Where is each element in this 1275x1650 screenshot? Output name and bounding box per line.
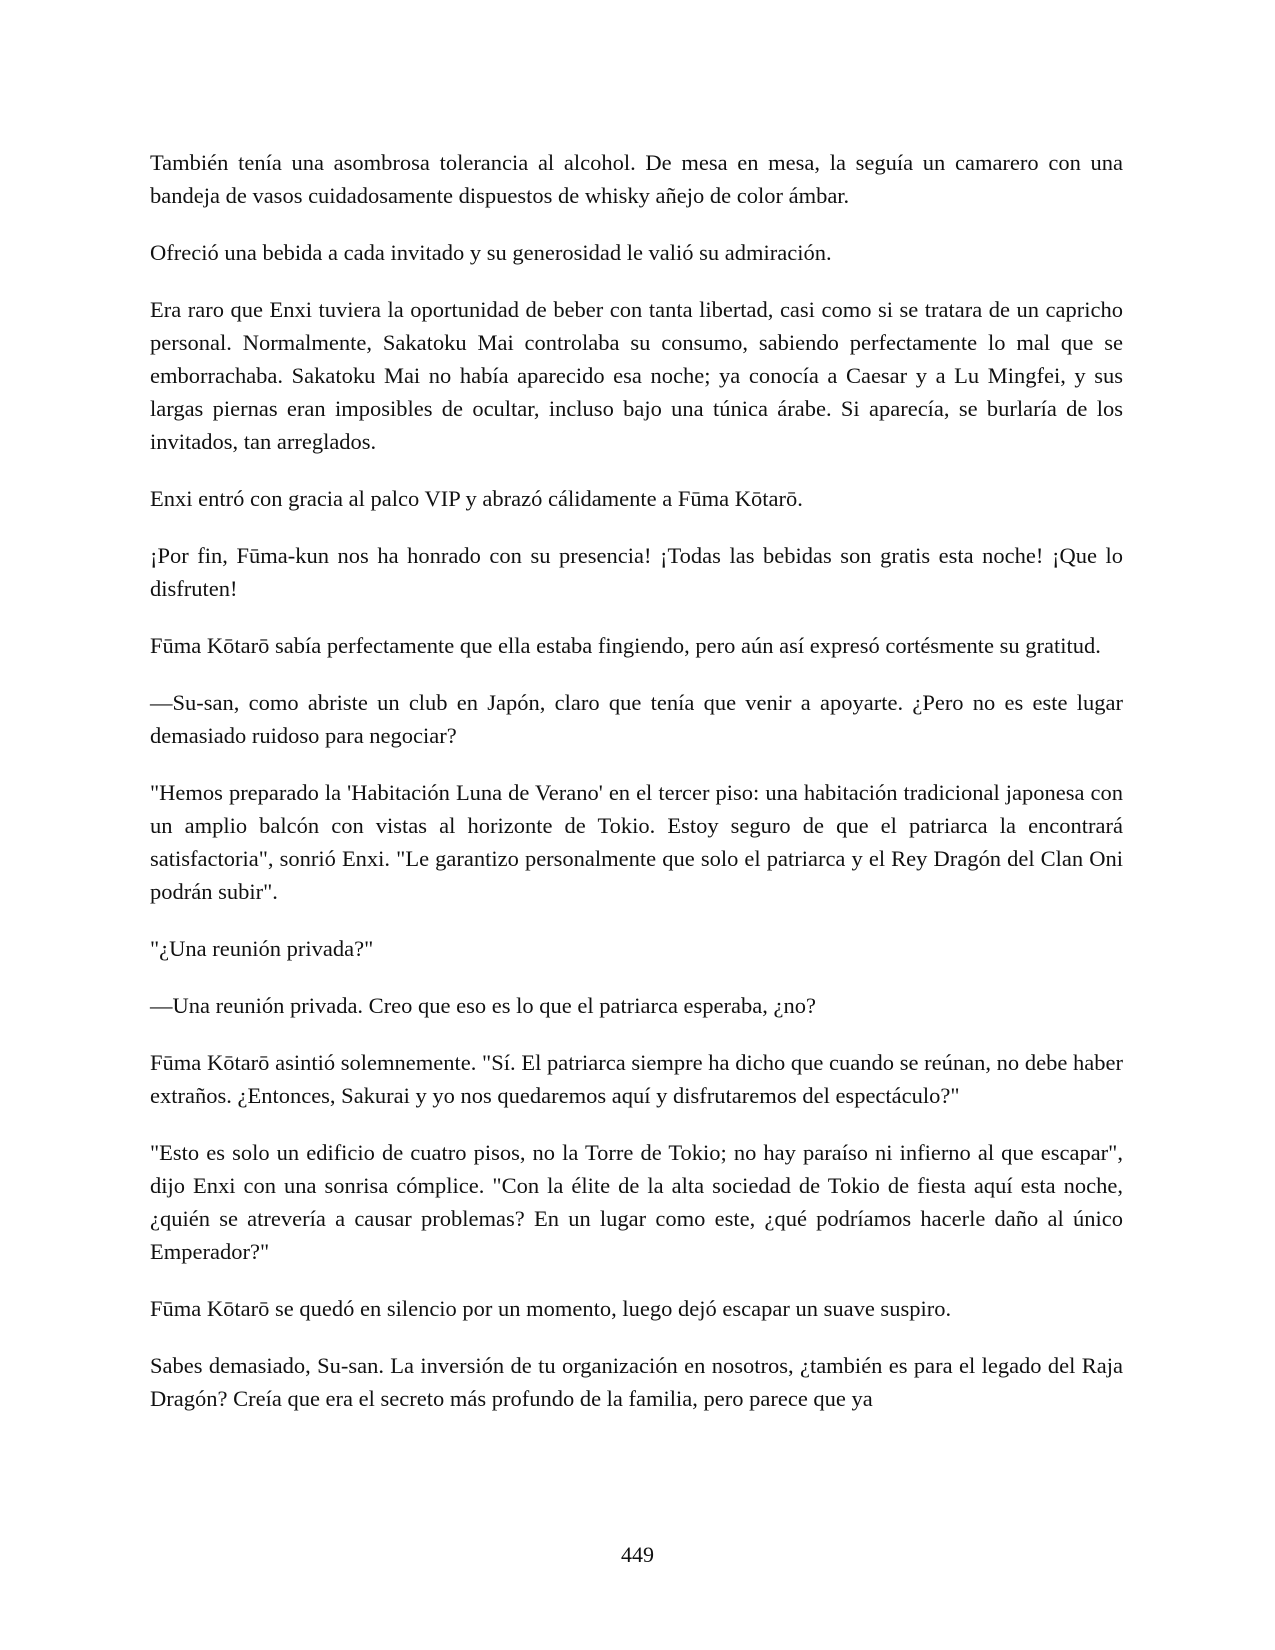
- paragraph-8: "Hemos preparado la 'Habitación Luna de Verano' en el tercer piso: una habitación tradicional japonesa con un amplio balcón con vistas al horizonte de Tokio. Estoy seguro de que el patriarca la encontrará satisfactoria", sonrió Enxi. "Le garantizo personalmente que solo el patriarca y el Rey Dragón del Clan Oni podrán subir".: [150, 780, 1123, 904]
- paragraph-1: También tenía una asombrosa tolerancia al alcohol. De mesa en mesa, la seguía un camarero con una bandeja de vasos cuidadosamente dispuestos de whisky añejo de color ámbar.: [150, 150, 1123, 208]
- paragraph-3: Era raro que Enxi tuviera la oportunidad de beber con tanta libertad, casi como si se tratara de un capricho personal. Normalmente, Sakatoku Mai controlaba su consumo, sabiendo perfectamente lo mal que se emborrachaba. Sakatoku Mai no había aparecido esa noche; ya conocía a Caesar y a Lu Mingfei, y sus largas piernas eran imposibles de ocultar, incluso bajo una túnica árabe. Si aparecía, se burlaría de los invitados, tan arreglados.: [150, 297, 1123, 454]
- paragraph-9: "¿Una reunión privada?": [150, 936, 374, 961]
- paragraph-11: Fūma Kōtarō asintió solemnemente. "Sí. El patriarca siempre ha dicho que cuando se reúnan, no debe haber extraños. ¿Entonces, Sakurai y yo nos quedaremos aquí y disfrutaremos del espectáculo?": [150, 1050, 1123, 1108]
- paragraph-13: Fūma Kōtarō se quedó en silencio por un momento, luego dejó escapar un suave suspiro.: [150, 1296, 952, 1321]
- paragraph-12: "Esto es solo un edificio de cuatro pisos, no la Torre de Tokio; no hay paraíso ni infierno al que escapar", dijo Enxi con una sonrisa cómplice. "Con la élite de la alta sociedad de Tokio de fiesta aquí esta noche, ¿quién se atrevería a causar problemas? En un lugar como este, ¿qué podríamos hacerle daño al único Emperador?": [150, 1140, 1123, 1264]
- page-number: 449: [621, 1542, 654, 1567]
- paragraph-6: Fūma Kōtarō sabía perfectamente que ella estaba fingiendo, pero aún así expresó cortésmente su gratitud.: [150, 633, 1101, 658]
- paragraph-14: Sabes demasiado, Su-san. La inversión de tu organización en nosotros, ¿también es para el legado del Raja Dragón? Creía que era el secreto más profundo de la familia, pero parece que ya: [150, 1353, 1123, 1411]
- paragraph-7: —Su-san, como abriste un club en Japón, claro que tenía que venir a apoyarte. ¿Pero no es este lugar demasiado ruidoso para negociar?: [150, 690, 1123, 748]
- paragraph-5: ¡Por fin, Fūma-kun nos ha honrado con su presencia! ¡Todas las bebidas son gratis esta noche! ¡Que lo disfruten!: [150, 543, 1123, 601]
- paragraph-2: Ofreció una bebida a cada invitado y su generosidad le valió su admiración.: [150, 240, 832, 265]
- page-body: [150, 146, 1123, 1439]
- paragraph-4: Enxi entró con gracia al palco VIP y abrazó cálidamente a Fūma Kōtarō.: [150, 486, 803, 511]
- paragraph-10: —Una reunión privada. Creo que eso es lo que el patriarca esperaba, ¿no?: [150, 993, 816, 1018]
